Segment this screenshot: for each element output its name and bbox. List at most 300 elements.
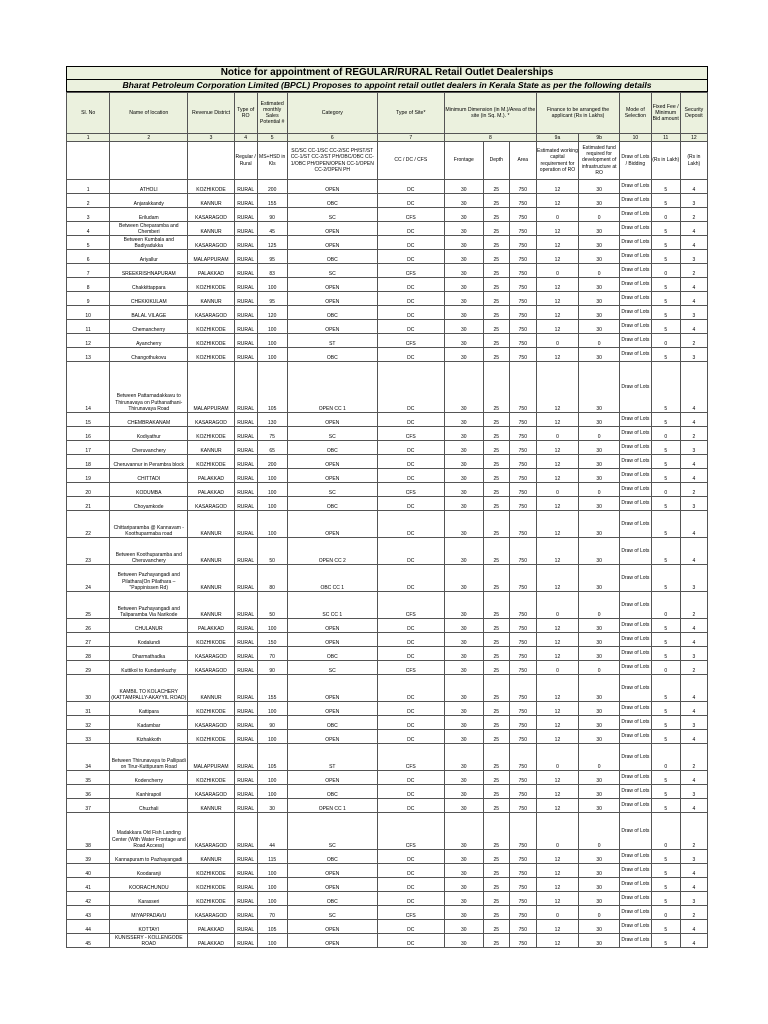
cell-mode: Draw of Lots xyxy=(620,306,651,320)
cell-fund: 30 xyxy=(579,785,620,799)
cell-deposit: 3 xyxy=(680,716,707,730)
cell-deposit: 2 xyxy=(680,264,707,278)
cell-deposit: 3 xyxy=(680,565,707,592)
cell-area: 750 xyxy=(509,278,536,292)
cell-mode: Draw of Lots xyxy=(620,592,651,619)
cell-type-site: DC xyxy=(377,934,444,948)
cell-category: OPEN xyxy=(287,511,377,538)
cell-fund: 30 xyxy=(579,920,620,934)
cell-working-capital: 0 xyxy=(536,334,578,348)
cell-fixed-fee: 5 xyxy=(651,771,680,785)
table-row xyxy=(67,180,708,194)
header-deposit: Security Deposit xyxy=(680,93,707,134)
cell-location: Eriludam xyxy=(110,208,188,222)
cell-type-site: DC xyxy=(377,194,444,208)
cell-type-ro: RURAL xyxy=(234,538,257,565)
cell-fund: 30 xyxy=(579,320,620,334)
cell-area: 750 xyxy=(509,236,536,250)
sub-area: Area xyxy=(509,142,536,180)
cell-location: Kodencherry xyxy=(110,771,188,785)
cell-fixed-fee: 5 xyxy=(651,469,680,483)
cell-depth: 25 xyxy=(483,320,509,334)
cell-depth: 25 xyxy=(483,647,509,661)
cell-frontage: 30 xyxy=(444,306,483,320)
cell-depth: 25 xyxy=(483,592,509,619)
cell-mode: Draw of Lots xyxy=(620,194,651,208)
cell-sales: 105 xyxy=(257,744,287,771)
cell-depth: 25 xyxy=(483,730,509,744)
cell-fixed-fee: 5 xyxy=(651,292,680,306)
cell-frontage: 30 xyxy=(444,813,483,850)
cell-mode: Draw of Lots xyxy=(620,497,651,511)
cell-type-ro: RURAL xyxy=(234,813,257,850)
cell-location: CHEKKIKULAM xyxy=(110,292,188,306)
cell-fixed-fee: 5 xyxy=(651,878,680,892)
cell-sales: 100 xyxy=(257,619,287,633)
table-row xyxy=(67,427,708,441)
cell-depth: 25 xyxy=(483,799,509,813)
cell-area: 750 xyxy=(509,180,536,194)
cell-fund: 30 xyxy=(579,702,620,716)
cell-frontage: 30 xyxy=(444,864,483,878)
sub-depth: Depth xyxy=(483,142,509,180)
cell-frontage: 30 xyxy=(444,236,483,250)
cell-depth: 25 xyxy=(483,469,509,483)
table-row xyxy=(67,222,708,236)
col-num-3: 3 xyxy=(188,134,235,142)
cell-type-ro: RURAL xyxy=(234,799,257,813)
cell-working-capital: 12 xyxy=(536,497,578,511)
cell-frontage: 30 xyxy=(444,565,483,592)
cell-district: KASARAGOD xyxy=(188,906,235,920)
table-row xyxy=(67,455,708,469)
cell-frontage: 30 xyxy=(444,850,483,864)
cell-type-site: DC xyxy=(377,799,444,813)
col-num-10: 10 xyxy=(620,134,651,142)
cell-area: 750 xyxy=(509,934,536,948)
cell-depth: 25 xyxy=(483,538,509,565)
cell-location: Between Cheparamba and Chemberi xyxy=(110,222,188,236)
cell-mode: Draw of Lots xyxy=(620,730,651,744)
cell-sl-no: 34 xyxy=(67,744,110,771)
cell-sl-no: 41 xyxy=(67,878,110,892)
cell-deposit: 4 xyxy=(680,413,707,427)
header-type-site: Type of Site* xyxy=(377,93,444,134)
cell-area: 750 xyxy=(509,864,536,878)
cell-fund: 30 xyxy=(579,633,620,647)
cell-location: KUNISSERY - KOLLENGODE ROAD xyxy=(110,934,188,948)
cell-district: KASARAGOD xyxy=(188,647,235,661)
cell-depth: 25 xyxy=(483,785,509,799)
cell-sales: 100 xyxy=(257,771,287,785)
cell-depth: 25 xyxy=(483,702,509,716)
cell-location: Chemancherry xyxy=(110,320,188,334)
cell-working-capital: 0 xyxy=(536,592,578,619)
cell-sl-no: 1 xyxy=(67,180,110,194)
sub-frontage: Frontage xyxy=(444,142,483,180)
cell-mode: Draw of Lots xyxy=(620,675,651,702)
cell-deposit: 3 xyxy=(680,306,707,320)
cell-deposit: 3 xyxy=(680,497,707,511)
sub-mode: Draw of Lots / Bidding xyxy=(620,142,651,180)
cell-fund: 0 xyxy=(579,661,620,675)
table-row xyxy=(67,565,708,592)
cell-mode: Draw of Lots xyxy=(620,278,651,292)
cell-type-ro: RURAL xyxy=(234,306,257,320)
cell-mode: Draw of Lots xyxy=(620,785,651,799)
table-row xyxy=(67,511,708,538)
cell-district: KASARAGOD xyxy=(188,413,235,427)
cell-deposit: 4 xyxy=(680,702,707,716)
cell-area: 750 xyxy=(509,306,536,320)
cell-depth: 25 xyxy=(483,194,509,208)
cell-fixed-fee: 5 xyxy=(651,716,680,730)
header-type-ro: Type of RO xyxy=(234,93,257,134)
cell-deposit: 4 xyxy=(680,362,707,413)
header-category: Category xyxy=(287,93,377,134)
sub-sales: MS+HSD in Kls xyxy=(257,142,287,180)
cell-district: KOZHIKODE xyxy=(188,702,235,716)
cell-area: 750 xyxy=(509,920,536,934)
cell-type-ro: RURAL xyxy=(234,250,257,264)
cell-fund: 0 xyxy=(579,744,620,771)
cell-depth: 25 xyxy=(483,661,509,675)
cell-depth: 25 xyxy=(483,348,509,362)
cell-type-ro: RURAL xyxy=(234,469,257,483)
cell-sales: 100 xyxy=(257,934,287,948)
cell-fund: 0 xyxy=(579,334,620,348)
cell-frontage: 30 xyxy=(444,250,483,264)
cell-district: PALAKKAD xyxy=(188,619,235,633)
cell-area: 750 xyxy=(509,716,536,730)
cell-location: Choyamkode xyxy=(110,497,188,511)
cell-sl-no: 26 xyxy=(67,619,110,633)
cell-location: SREEKRISHNAPURAM xyxy=(110,264,188,278)
cell-category: OBC xyxy=(287,306,377,320)
cell-depth: 25 xyxy=(483,813,509,850)
cell-sl-no: 11 xyxy=(67,320,110,334)
cell-location: BALAL VILAGE xyxy=(110,306,188,320)
table-row xyxy=(67,538,708,565)
cell-fund: 30 xyxy=(579,236,620,250)
cell-district: KOZHIKODE xyxy=(188,348,235,362)
cell-mode: Draw of Lots xyxy=(620,744,651,771)
cell-sales: 100 xyxy=(257,878,287,892)
cell-fixed-fee: 5 xyxy=(651,250,680,264)
cell-category: SC xyxy=(287,813,377,850)
cell-area: 750 xyxy=(509,334,536,348)
cell-working-capital: 12 xyxy=(536,180,578,194)
cell-category: SC xyxy=(287,906,377,920)
cell-depth: 25 xyxy=(483,675,509,702)
cell-area: 750 xyxy=(509,799,536,813)
cell-sales: 100 xyxy=(257,348,287,362)
cell-type-site: DC xyxy=(377,633,444,647)
cell-fixed-fee: 0 xyxy=(651,592,680,619)
cell-working-capital: 12 xyxy=(536,222,578,236)
table-row xyxy=(67,771,708,785)
sub-sl-no xyxy=(67,142,110,180)
cell-frontage: 30 xyxy=(444,799,483,813)
cell-mode: Draw of Lots xyxy=(620,222,651,236)
header-row xyxy=(67,93,708,134)
cell-depth: 25 xyxy=(483,413,509,427)
cell-type-ro: RURAL xyxy=(234,180,257,194)
cell-type-site: DC xyxy=(377,878,444,892)
cell-type-site: DC xyxy=(377,413,444,427)
cell-type-site: DC xyxy=(377,441,444,455)
cell-district: KANNUR xyxy=(188,850,235,864)
table-row xyxy=(67,878,708,892)
cell-deposit: 4 xyxy=(680,675,707,702)
cell-type-ro: RURAL xyxy=(234,194,257,208)
table-row xyxy=(67,497,708,511)
cell-area: 750 xyxy=(509,906,536,920)
cell-sl-no: 31 xyxy=(67,702,110,716)
header-location: Name of location xyxy=(110,93,188,134)
cell-district: MALAPPURAM xyxy=(188,362,235,413)
cell-category: OBC xyxy=(287,441,377,455)
col-num-7: 7 xyxy=(377,134,444,142)
cell-depth: 25 xyxy=(483,208,509,222)
cell-sl-no: 14 xyxy=(67,362,110,413)
cell-type-site: DC xyxy=(377,469,444,483)
cell-depth: 25 xyxy=(483,920,509,934)
cell-working-capital: 12 xyxy=(536,864,578,878)
cell-type-site: DC xyxy=(377,892,444,906)
cell-fund: 30 xyxy=(579,771,620,785)
cell-sl-no: 4 xyxy=(67,222,110,236)
cell-working-capital: 12 xyxy=(536,771,578,785)
cell-type-ro: RURAL xyxy=(234,716,257,730)
sub-district xyxy=(188,142,235,180)
cell-area: 750 xyxy=(509,675,536,702)
cell-frontage: 30 xyxy=(444,920,483,934)
cell-type-site: DC xyxy=(377,497,444,511)
cell-working-capital: 12 xyxy=(536,278,578,292)
cell-type-ro: RURAL xyxy=(234,264,257,278)
cell-fixed-fee: 5 xyxy=(651,320,680,334)
cell-working-capital: 12 xyxy=(536,730,578,744)
cell-fixed-fee: 5 xyxy=(651,194,680,208)
cell-location: Between Koothuparamba and Cheruvanchery xyxy=(110,538,188,565)
cell-fixed-fee: 5 xyxy=(651,730,680,744)
cell-depth: 25 xyxy=(483,306,509,320)
cell-type-site: DC xyxy=(377,292,444,306)
cell-depth: 25 xyxy=(483,236,509,250)
cell-location: Chittariparamba @ Kannavam - Koothuparmaba road xyxy=(110,511,188,538)
cell-type-ro: RURAL xyxy=(234,633,257,647)
col-num-8: 8 xyxy=(444,134,536,142)
cell-working-capital: 12 xyxy=(536,565,578,592)
cell-district: PALAKKAD xyxy=(188,920,235,934)
sub-working-capital: Estimated working capital requirement for operation of RO xyxy=(536,142,578,180)
cell-area: 750 xyxy=(509,771,536,785)
cell-category: OBC xyxy=(287,194,377,208)
table-row xyxy=(67,194,708,208)
cell-fixed-fee: 5 xyxy=(651,455,680,469)
cell-location: Koodaranji xyxy=(110,864,188,878)
cell-sales: 200 xyxy=(257,180,287,194)
cell-area: 750 xyxy=(509,362,536,413)
cell-district: KOZHIKODE xyxy=(188,771,235,785)
table-row xyxy=(67,813,708,850)
cell-working-capital: 12 xyxy=(536,716,578,730)
col-num-9b: 9b xyxy=(579,134,620,142)
cell-deposit: 4 xyxy=(680,292,707,306)
cell-fixed-fee: 5 xyxy=(651,413,680,427)
cell-district: KOZHIKODE xyxy=(188,278,235,292)
cell-area: 750 xyxy=(509,565,536,592)
cell-sales: 80 xyxy=(257,565,287,592)
cell-district: KOZHIKODE xyxy=(188,878,235,892)
cell-category: OPEN xyxy=(287,771,377,785)
cell-sl-no: 20 xyxy=(67,483,110,497)
cell-district: PALAKKAD xyxy=(188,483,235,497)
cell-location: Changothukovu xyxy=(110,348,188,362)
table-body xyxy=(67,180,708,948)
table-row xyxy=(67,306,708,320)
cell-location: Dharmathadka xyxy=(110,647,188,661)
cell-sales: 155 xyxy=(257,194,287,208)
cell-frontage: 30 xyxy=(444,334,483,348)
cell-sales: 120 xyxy=(257,306,287,320)
cell-sl-no: 21 xyxy=(67,497,110,511)
cell-frontage: 30 xyxy=(444,661,483,675)
cell-sl-no: 7 xyxy=(67,264,110,278)
cell-type-site: CFS xyxy=(377,208,444,222)
col-num-6: 6 xyxy=(287,134,377,142)
cell-mode: Draw of Lots xyxy=(620,934,651,948)
table-row xyxy=(67,292,708,306)
cell-working-capital: 12 xyxy=(536,455,578,469)
cell-depth: 25 xyxy=(483,511,509,538)
cell-working-capital: 0 xyxy=(536,264,578,278)
cell-sales: 100 xyxy=(257,278,287,292)
cell-frontage: 30 xyxy=(444,744,483,771)
cell-category: SC xyxy=(287,661,377,675)
cell-deposit: 4 xyxy=(680,278,707,292)
table-row xyxy=(67,362,708,413)
cell-mode: Draw of Lots xyxy=(620,180,651,194)
cell-depth: 25 xyxy=(483,441,509,455)
cell-sl-no: 44 xyxy=(67,920,110,934)
cell-fixed-fee: 5 xyxy=(651,180,680,194)
cell-type-ro: RURAL xyxy=(234,292,257,306)
cell-mode: Draw of Lots xyxy=(620,906,651,920)
cell-sl-no: 27 xyxy=(67,633,110,647)
cell-frontage: 30 xyxy=(444,785,483,799)
cell-location: Kodalundi xyxy=(110,633,188,647)
header-min-dimension: Minimum Dimension (in M.)/Area of the site (in Sq. M.). * xyxy=(444,93,536,134)
cell-district: KOZHIKODE xyxy=(188,633,235,647)
cell-sales: 83 xyxy=(257,264,287,278)
cell-type-site: CFS xyxy=(377,264,444,278)
cell-district: KOZHIKODE xyxy=(188,320,235,334)
cell-deposit: 3 xyxy=(680,785,707,799)
cell-category: OBC xyxy=(287,497,377,511)
cell-fund: 30 xyxy=(579,194,620,208)
cell-mode: Draw of Lots xyxy=(620,264,651,278)
cell-depth: 25 xyxy=(483,292,509,306)
cell-working-capital: 0 xyxy=(536,906,578,920)
cell-sales: 45 xyxy=(257,222,287,236)
cell-category: ST xyxy=(287,744,377,771)
cell-district: KANNUR xyxy=(188,565,235,592)
cell-district: PALAKKAD xyxy=(188,264,235,278)
cell-fixed-fee: 5 xyxy=(651,222,680,236)
cell-fixed-fee: 5 xyxy=(651,633,680,647)
cell-district: KOZHIKODE xyxy=(188,427,235,441)
cell-area: 750 xyxy=(509,194,536,208)
cell-type-ro: RURAL xyxy=(234,771,257,785)
cell-deposit: 4 xyxy=(680,222,707,236)
cell-deposit: 4 xyxy=(680,469,707,483)
cell-working-capital: 12 xyxy=(536,850,578,864)
cell-sales: 100 xyxy=(257,497,287,511)
cell-type-site: DC xyxy=(377,920,444,934)
sub-type-ro: Regular / Rural xyxy=(234,142,257,180)
cell-location: ATHOLI xyxy=(110,180,188,194)
cell-category: OPEN xyxy=(287,320,377,334)
cell-type-site: DC xyxy=(377,864,444,878)
cell-working-capital: 12 xyxy=(536,250,578,264)
cell-sales: 100 xyxy=(257,334,287,348)
cell-sales: 100 xyxy=(257,864,287,878)
cell-depth: 25 xyxy=(483,180,509,194)
cell-type-site: CFS xyxy=(377,813,444,850)
cell-category: SC CC 1 xyxy=(287,592,377,619)
cell-fund: 0 xyxy=(579,264,620,278)
cell-sl-no: 10 xyxy=(67,306,110,320)
cell-district: KASARAGOD xyxy=(188,306,235,320)
cell-fixed-fee: 5 xyxy=(651,362,680,413)
subheader-row xyxy=(67,142,708,180)
cell-working-capital: 12 xyxy=(536,469,578,483)
cell-depth: 25 xyxy=(483,850,509,864)
cell-frontage: 30 xyxy=(444,483,483,497)
cell-deposit: 4 xyxy=(680,538,707,565)
cell-category: OPEN CC 1 xyxy=(287,799,377,813)
cell-type-ro: RURAL xyxy=(234,619,257,633)
cell-deposit: 4 xyxy=(680,730,707,744)
sub-location xyxy=(110,142,188,180)
cell-location: Between Thirunavaya to Pallipadi on Tirur-Kuttipuram Road xyxy=(110,744,188,771)
cell-sales: 100 xyxy=(257,483,287,497)
cell-sl-no: 39 xyxy=(67,850,110,864)
table-row xyxy=(67,675,708,702)
cell-type-site: DC xyxy=(377,320,444,334)
cell-type-site: DC xyxy=(377,348,444,362)
cell-category: OBC xyxy=(287,348,377,362)
table-row xyxy=(67,348,708,362)
cell-deposit: 2 xyxy=(680,661,707,675)
cell-depth: 25 xyxy=(483,222,509,236)
cell-type-site: CFS xyxy=(377,906,444,920)
cell-area: 750 xyxy=(509,320,536,334)
cell-category: OPEN xyxy=(287,730,377,744)
cell-area: 750 xyxy=(509,427,536,441)
cell-depth: 25 xyxy=(483,716,509,730)
cell-mode: Draw of Lots xyxy=(620,799,651,813)
col-num-4: 4 xyxy=(234,134,257,142)
cell-fund: 30 xyxy=(579,278,620,292)
cell-district: KANNUR xyxy=(188,222,235,236)
cell-type-ro: RURAL xyxy=(234,878,257,892)
cell-area: 750 xyxy=(509,744,536,771)
cell-sales: 100 xyxy=(257,702,287,716)
table-row xyxy=(67,864,708,878)
